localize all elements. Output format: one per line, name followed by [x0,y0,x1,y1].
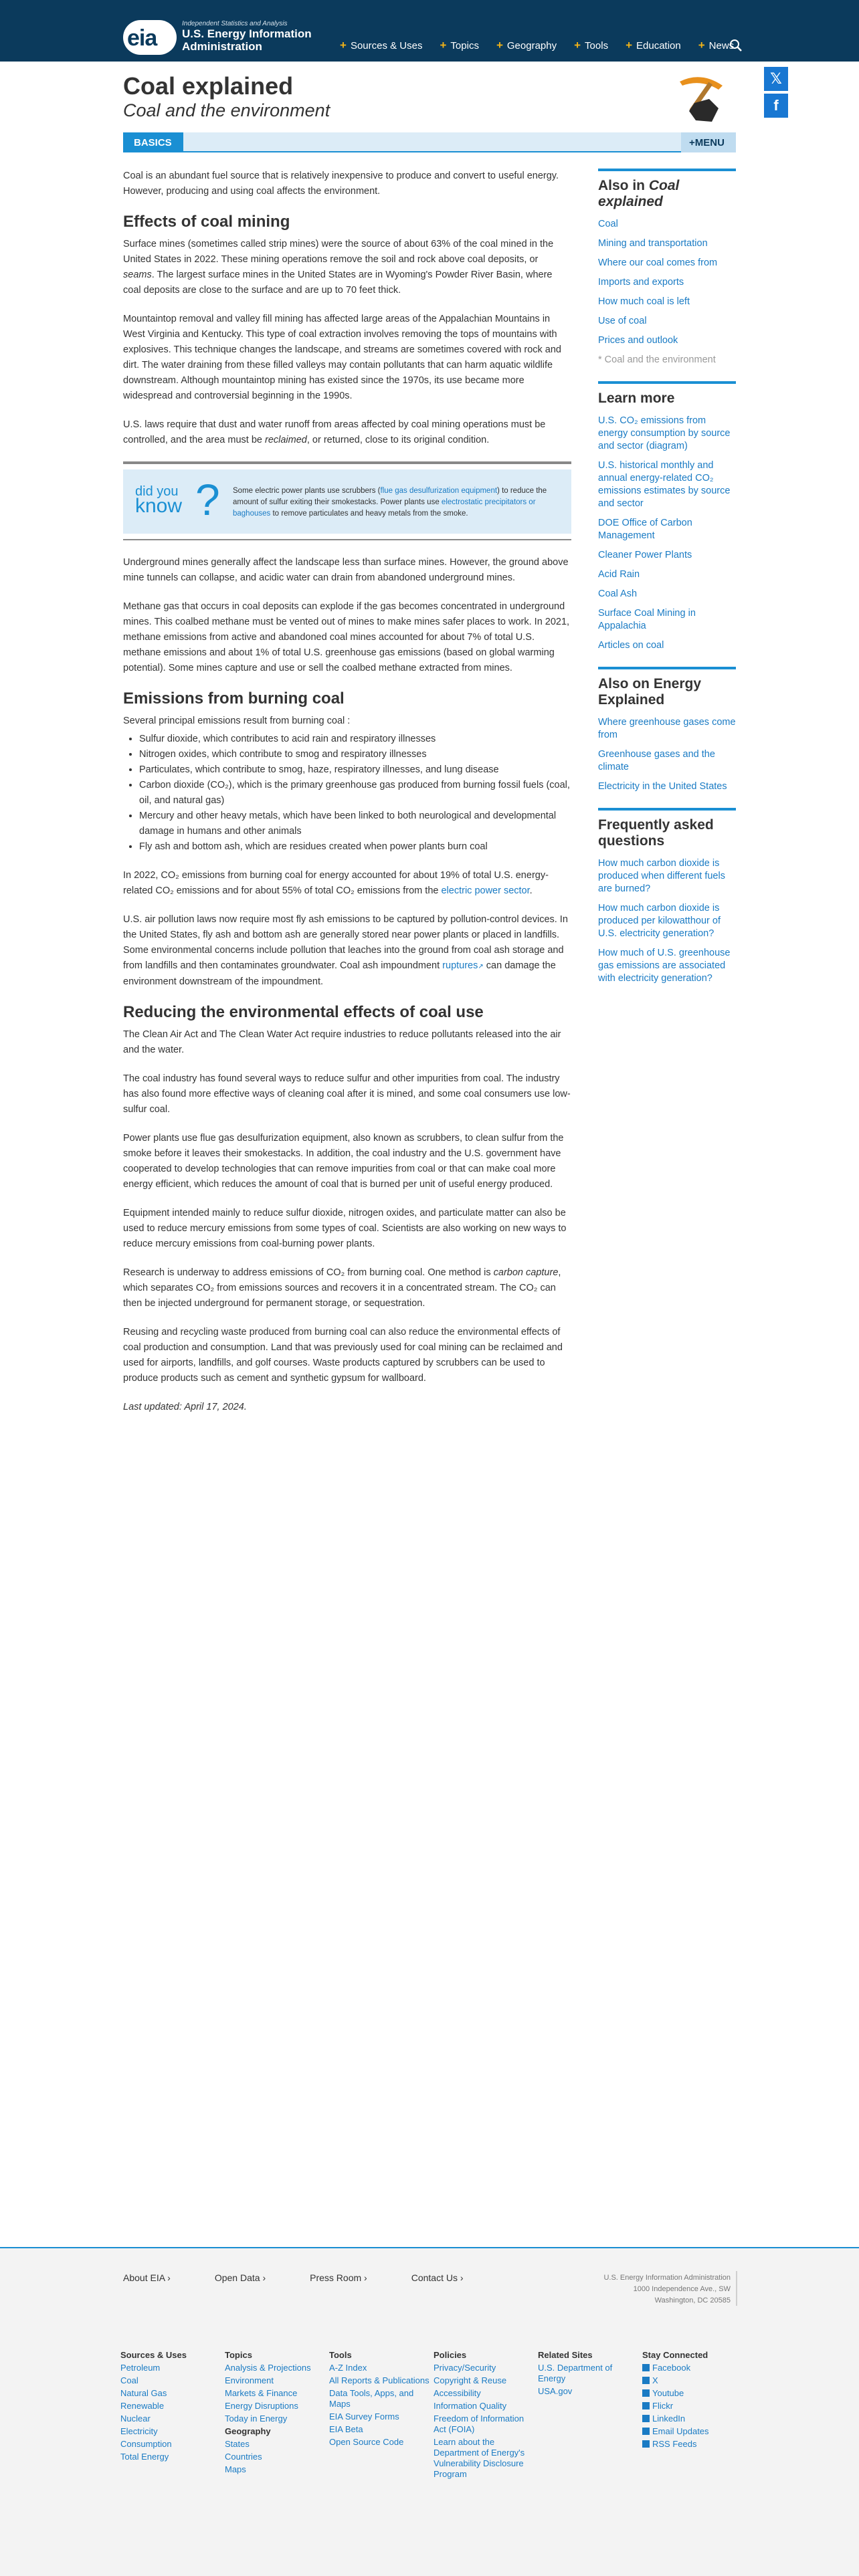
also-energy-box [598,667,736,793]
footer-col-topics: Topics Analysis & Projections Environment Markets & Finance Energy Disruptions Today in Energy Geography States Countries Maps [225,2350,329,2482]
x-icon [642,2377,650,2384]
sidebar [598,169,736,1000]
footer-open-data-link[interactable]: Open Data › [214,2272,266,2283]
agency-name[interactable] [182,20,312,53]
laws-paragraph: U.S. laws require that dust and water runoff from areas affected by coal mining operations must be controlled, and the area must be reclaimed, or returned, close to its original condition. [123,419,546,445]
footer-link[interactable]: Total Energy [120,2452,169,2462]
faq-link[interactable]: How much carbon dioxide is produced when different fuels are burned? [598,858,725,894]
nav-education[interactable]: + Education [626,39,681,51]
footer-link[interactable]: Accessibility [434,2388,481,2398]
footer-col-related: Related Sites U.S. Department of Energy USA.gov [538,2350,642,2482]
agency-tagline: Independent Statistics and Analysis [182,20,288,27]
learn-more-title: Learn more [598,391,675,406]
sidebar-current-page: * Coal and the environment [598,354,716,365]
equipment-paragraph: Equipment intended mainly to reduce sulfur dioxide, nitrogen oxides, and particulate matter can also be used to reduce mercury emissions from some types of coal. Scientists are also working on new ways to reduce mercury emissions from coal-burning power plants. [123,1208,567,1249]
list-item: • Carbon dioxide (CO₂), which is the primary greenhouse gas produced from burning fossil fuels (coal, oil, and natural gas) [139,778,571,809]
footer-link[interactable]: Energy Disruptions [225,2401,298,2411]
precipitators-link[interactable]: electrostatic precipitators or baghouses [233,498,536,518]
sidebar-link-coal[interactable]: Coal [598,219,618,229]
agency-name-line-2: Administration [182,40,262,53]
footer-link[interactable]: A-Z Index [329,2363,367,2373]
list-item: • Particulates, which contribute to smog, haze, respiratory illnesses, and lung disease [139,762,571,778]
did-you-know-badge: did you know [135,484,183,517]
site-header [0,0,859,62]
footer-press-room-link[interactable]: Press Room › [310,2272,367,2283]
rss-link[interactable]: RSS Feeds [642,2439,747,2450]
coal-industry-paragraph: The coal industry has found several ways to reduce sulfur and other impurities from coal. The industry has also found more effective ways of cleaning coal after it is mined, and some coal consumers use low-sulfur coal. [123,1073,571,1115]
footer-link[interactable]: Open Source Code [329,2437,404,2447]
footer-contact-link[interactable]: Contact Us › [411,2272,464,2283]
address-divider [736,2271,737,2306]
methane-paragraph: Methane gas that occurs in coal deposits can explode if the gas becomes concentrated in underground mines. This coalbed methane must be vented out of mines to make mines safer places to work. In 2021, methane emissions from active and abandoned coal mines accounted for about 7% of total U.S. methane emissions and about 1% of total U.S. greenhouse gas emissions (based on global warming potential). Some mines capture and use or sell the coalbed methane extracted from mines. [123,601,570,673]
facebook-icon [642,2364,650,2371]
learn-more-box [598,381,736,652]
linkedin-icon [642,2415,650,2422]
footer-link[interactable]: Consumption [120,2439,172,2449]
footer-link[interactable]: Freedom of Information Act (FOIA) [434,2413,524,2434]
footer-link[interactable]: EIA Beta [329,2424,363,2434]
plus-icon: + [440,39,447,51]
nav-geography[interactable]: + Geography [496,39,557,51]
site-footer [0,2247,859,2576]
learn-more-link[interactable]: Surface Coal Mining in Appalachia [598,608,696,631]
plus-icon: + [574,39,581,51]
mountaintop-paragraph: Mountaintop removal and valley fill mining has affected large areas of the Appalachian Mountains in West Virginia and Kentucky. This type of coal extraction involves removing the tops of mountains with explosives. This technique changes the landscape, and streams are sometimes covered with rock and dirt. The water draining from these filled valleys may contain pollutants that can harm aquatic wildlife downstream. Although mountaintop mining has existed since the 1970s, its use became more widespread and controversial beginning in the 1990s. [123,314,561,401]
sidebar-link-imports[interactable]: Imports and exports [598,277,684,288]
footer-link[interactable]: Environment [225,2375,274,2385]
also-in-box [598,169,736,366]
footer-link[interactable]: Markets & Finance [225,2388,298,2398]
footer-link[interactable]: All Reports & Publications [329,2375,430,2385]
external-link-icon: ↗ [478,963,484,970]
also-energy-link[interactable]: Where greenhouse gases come from [598,717,736,740]
email-icon [642,2428,650,2435]
x-share-icon[interactable]: 𝕏 [764,67,788,91]
emissions-list [139,732,571,855]
footer-columns [120,2350,747,2482]
sidebar-link-use[interactable]: Use of coal [598,316,647,326]
main-nav [340,39,734,52]
list-item: • Sulfur dioxide, which contributes to acid rain and respiratory illnesses [139,732,571,747]
learn-more-link[interactable]: U.S. CO₂ emissions from energy consumption by source and sector (diagram) [598,415,731,451]
rss-icon [642,2440,650,2448]
coal-pickaxe-icon [674,70,729,126]
sidebar-link-mining[interactable]: Mining and transportation [598,238,708,249]
nav-tools[interactable]: + Tools [574,39,609,51]
flue-gas-link[interactable]: flue gas desulfurization equipment [380,487,498,495]
youtube-icon [642,2389,650,2397]
plus-icon: + [340,39,347,51]
footer-link[interactable]: Countries [225,2452,262,2462]
learn-more-link[interactable]: DOE Office of Carbon Management [598,518,692,541]
plus-icon: + [698,39,705,51]
nav-sources-uses[interactable]: + Sources & Uses [340,39,423,51]
footer-link[interactable]: Maps [225,2464,246,2474]
faq-box [598,808,736,985]
learn-more-link[interactable]: U.S. historical monthly and annual energy-related CO₂ emissions estimates by source and sector [598,460,731,509]
basics-tab[interactable]: BASICS [123,132,183,152]
underground-paragraph: Underground mines generally affect the landscape less than surface mines. However, the ground above mine tunnels can collapse, and acidic water can drain from abandoned underground mines. [123,557,569,583]
nav-topics[interactable]: + Topics [440,39,479,51]
learn-more-link[interactable]: Cleaner Power Plants [598,550,692,560]
page-title: Coal explained [123,72,294,100]
logo-text: eia [127,25,157,51]
heading-coal-mining: Effects of coal mining [123,213,290,231]
also-in-title: Also in Coal explained [598,178,680,209]
footer-link[interactable]: Privacy/Security [434,2363,496,2373]
learn-more-link[interactable]: Articles on coal [598,640,664,651]
footer-link[interactable]: U.S. Department of Energy [538,2363,613,2383]
sidebar-link-how-much-left[interactable]: How much coal is left [598,296,690,307]
footer-link[interactable]: Petroleum [120,2363,161,2373]
list-item: • Fly ash and bottom ash, which are residues created when power plants burn coal [139,839,571,855]
section-bar [123,132,736,152]
footer-address: U.S. Energy Information Administration 1000 Independence Ave., SW Washington, DC 20585 [603,2274,731,2304]
emissions-intro: Several principal emissions result from burning coal : [123,716,351,726]
clean-air-paragraph: The Clean Air Act and The Clean Water Act require industries to reduce pollutants released into the air and the water. [123,1029,561,1055]
menu-button[interactable]: +MENU [681,132,736,152]
faq-link[interactable]: How much of U.S. greenhouse gas emissions are associated with electricity generation? [598,948,731,984]
recycling-paragraph: Reusing and recycling waste produced from burning coal can also reduce the environmental effects of coal production and consumption. Land that was previously used for coal mining can be reclaimed and used for airports, landfills, and golf courses. Waste products captured by scrubbers can be used to produce products such as cement and synthetic gypsum for wallboard. [123,1327,563,1384]
footer-link[interactable]: Analysis & Projections [225,2363,311,2373]
did-you-know-box [123,461,571,540]
footer-link[interactable]: Renewable [120,2401,165,2411]
footer-col-sources: Sources & Uses Petroleum Coal Natural Gas Renewable Nuclear Electricity Consumption Total Energy [120,2350,225,2482]
last-updated: Last updated: April 17, 2024. [123,1402,247,1412]
research-paragraph: Research is underway to address emissions of CO₂ from burning coal. One method is carbon capture, which separates CO₂ from emissions sources and recovers it in a concentrated stream. The CO₂ can then be injected underground for permanent storage, or sequestration. [123,1267,561,1309]
footer-link[interactable]: Data Tools, Apps, and Maps [329,2388,414,2409]
agency-name-line-1: U.S. Energy Information [182,27,312,40]
sidebar-link-where-coal[interactable]: Where our coal comes from [598,257,718,268]
footer-col-connected: Stay Connected Facebook X Youtube Flickr LinkedIn Email Updates RSS Feeds [642,2350,747,2482]
footer-link[interactable]: USA.gov [538,2386,573,2396]
facebook-share-icon[interactable]: f [764,94,788,118]
learn-more-link[interactable]: Coal Ash [598,588,638,599]
list-item: • Nitrogen oxides, which contribute to smog and respiratory illnesses [139,747,571,762]
footer-link[interactable]: Information Quality [434,2401,507,2411]
footer-link[interactable]: Today in Energy [225,2413,288,2424]
footer-link[interactable]: States [225,2439,250,2449]
faq-title: Frequently asked questions [598,817,714,849]
also-energy-link[interactable]: Electricity in the United States [598,781,727,792]
footer-link[interactable]: EIA Survey Forms [329,2411,399,2422]
faq-link[interactable]: How much carbon dioxide is produced per kilowatthour of U.S. electricity generation? [598,903,721,939]
footer-link[interactable]: Electricity [120,2426,158,2436]
heading-burning-coal: Emissions from burning coal [123,689,345,708]
ruptures-link[interactable]: ruptures [442,960,478,971]
question-mark-icon: ? [195,475,220,524]
intro-paragraph: Coal is an abundant fuel source that is relatively inexpensive to produce and convert to useful energy. However, producing and using coal affects the environment. [123,171,559,197]
footer-link[interactable]: Natural Gas [120,2388,167,2398]
heading-reducing-effects: Reducing the environmental effects of coal use [123,1003,484,1021]
air-pollution-paragraph: U.S. air pollution laws now require most fly ash emissions to be captured by pollution-control devices. In the United States, fly ash and bottom ash are generally stored near power plants or placed in landfills. Some environmental concerns include pollution that leaches into the ground from coal ash storage and from landfills and then contaminates groundwater. Coal ash impoundment ruptures↗ can damage the environment downstream of the impoundment. [123,914,568,987]
footer-link[interactable]: Learn about the Department of Energy's Vulnerability Disclosure Program [434,2437,525,2479]
list-item: • Mercury and other heavy metals, which have been linked to both neurological and developmental damage in humans and other animals [139,809,571,839]
youtube-link[interactable]: Youtube [642,2388,747,2399]
page-subtitle: Coal and the environment [123,100,330,120]
nav-news[interactable]: + News [698,39,735,51]
footer-col-tools: Tools A-Z Index All Reports & Publications Data Tools, Apps, and Maps EIA Survey Forms EIA Beta Open Source Code [329,2350,434,2482]
co2-2022-paragraph: In 2022, CO₂ emissions from burning coal for energy accounted for about 19% of total U.S. energy-related CO₂ emissions and for about 55% of total CO₂ emissions from the electric power sector. [123,870,549,896]
flickr-link[interactable]: Flickr [642,2401,747,2411]
surface-mines-paragraph: Surface mines (sometimes called strip mines) were the source of about 63% of the coal mined in the United States in 2022. These mining operations remove the soil and rock above coal deposits, or seams. The largest surface mines in the United States are in Wyoming's Powder River Basin, where coal deposits are close to the surface and are up to 70 feet thick. [123,239,554,296]
sidebar-link-prices[interactable]: Prices and outlook [598,335,678,346]
plus-icon: + [496,39,503,51]
scrubbers-paragraph: Power plants use flue gas desulfurization equipment, also known as scrubbers, to clean sulfur from the smoke before it leaves their smokestacks. In addition, the coal industry and the U.S. government have cooperated to develop technologies that can remove impurities from coal or that can make coal more energy efficient, which reduces the amount of coal that is burned per unit of useful energy produced. [123,1133,564,1190]
footer-col-policies: Policies Privacy/Security Copyright & Reuse Accessibility Information Quality Freedom of Information Act (FOIA) Learn about the Department of Energy's Vulnerability Disclosure Program [434,2350,538,2482]
main-content [123,169,571,1428]
footer-top-links [123,2272,464,2283]
linkedin-link[interactable]: LinkedIn [642,2413,747,2424]
plus-icon: + [626,39,633,51]
electric-power-sector-link[interactable]: electric power sector [441,885,530,896]
learn-more-link[interactable]: Acid Rain [598,569,640,580]
email-updates-link[interactable]: Email Updates [642,2426,747,2437]
x-link[interactable]: X [642,2375,747,2386]
did-you-know-text: Some electric power plants use scrubbers (flue gas desulfurization equipment) to reduce the amount of sulfur exiting their smokestacks. Power plants use electrostatic precipitators or baghouses to remove particulates and heavy metals from the smoke. [233,487,547,518]
footer-link[interactable]: Nuclear [120,2413,151,2424]
facebook-link[interactable]: Facebook [642,2363,747,2373]
search-icon[interactable] [729,39,743,52]
footer-link[interactable]: Coal [120,2375,138,2385]
flickr-icon [642,2402,650,2409]
also-energy-link[interactable]: Greenhouse gases and the climate [598,749,715,772]
footer-about-link[interactable]: About EIA › [123,2272,171,2283]
footer-link[interactable]: Copyright & Reuse [434,2375,507,2385]
also-energy-title: Also on Energy Explained [598,676,702,708]
